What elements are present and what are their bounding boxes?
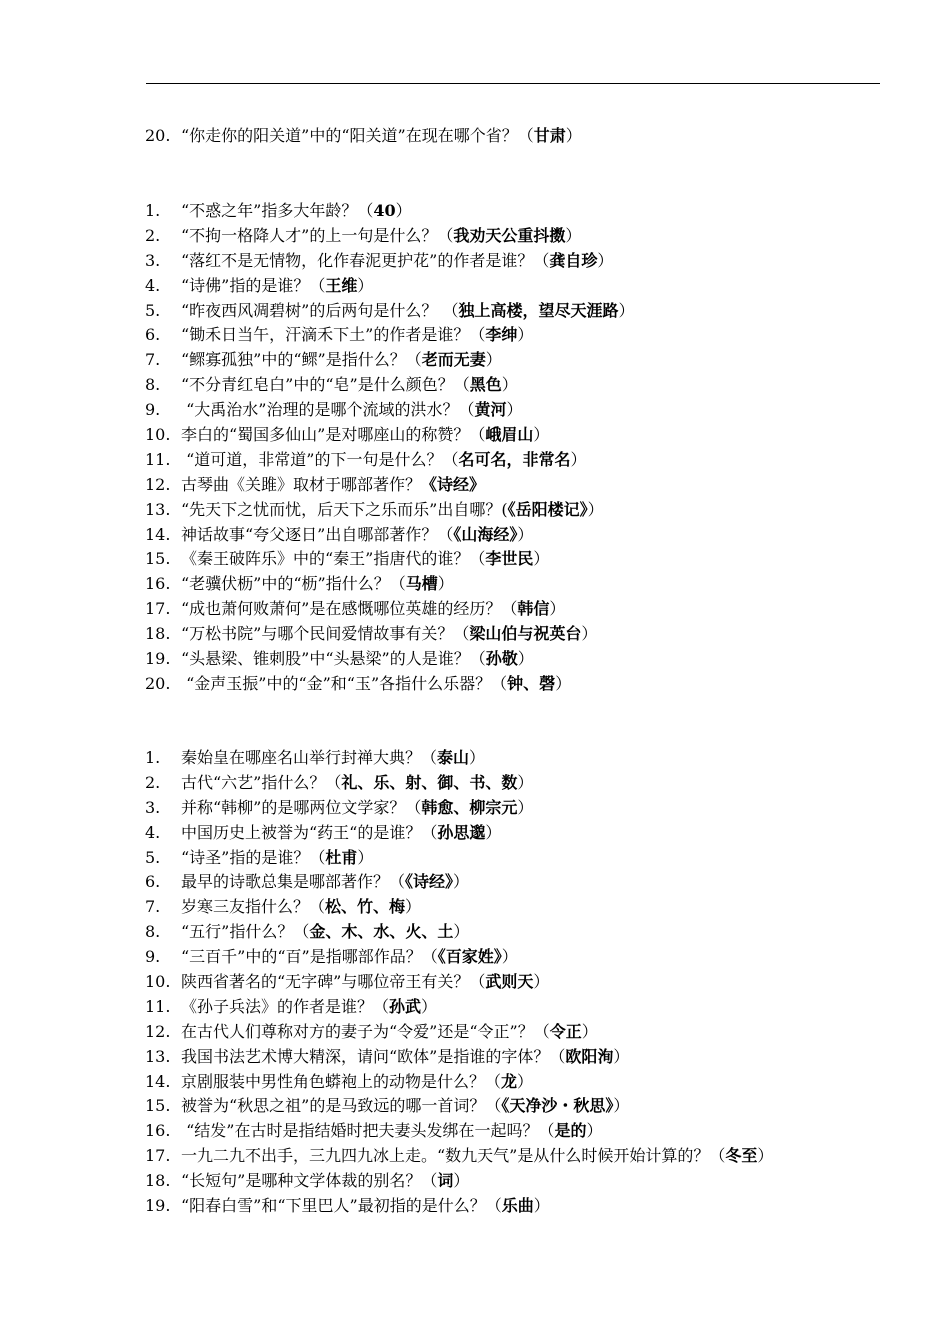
question-text: “结发”在古时是指结婚时把夫妻头发绑在一起吗？（ — [181, 1121, 555, 1141]
answer-text: 梁山伯与祝英台 — [469, 624, 582, 644]
answer-text: 杜甫 — [325, 847, 358, 867]
answer-text: 我劝天公重抖擞 — [453, 225, 566, 245]
answer-text: 马槽 — [405, 574, 438, 594]
answer-text: 甘肃 — [533, 126, 566, 145]
question-number: 1. — [145, 201, 161, 220]
question-item — [145, 274, 634, 299]
closing-paren: ） — [395, 201, 412, 220]
closing-paren: ） — [453, 922, 470, 942]
question-item — [145, 1119, 773, 1144]
question-item — [145, 622, 634, 647]
answer-text: 礼、乐、射、御、书、数 — [341, 772, 518, 792]
question-text: 被誉为“秋思之祖”的是马致远的哪一首词？（ — [181, 1096, 502, 1116]
answer-text: 独上高楼，望尽天涯路 — [458, 300, 619, 320]
question-number: 5. — [145, 847, 161, 867]
question-number: 3. — [145, 250, 161, 270]
question-number: 8. — [145, 922, 161, 942]
question-item — [145, 199, 634, 224]
question-item — [145, 846, 773, 871]
answer-text: 名可名，非常名 — [458, 449, 571, 469]
answer-text: 钟、磬 — [507, 673, 556, 693]
top-question-block — [145, 124, 582, 149]
answer-text: 李世民 — [485, 549, 534, 569]
question-item — [145, 323, 634, 348]
header-rule — [146, 83, 880, 84]
question-item — [145, 647, 634, 672]
question-number: 4. — [145, 822, 161, 842]
answer-text: 泰山 — [437, 748, 470, 767]
closing-paren: ） — [533, 972, 550, 992]
question-number: 16. — [145, 574, 171, 594]
question-number: 6. — [145, 325, 161, 345]
answer-text: 《百家姓》 — [437, 947, 502, 967]
answer-text: 孙武 — [389, 996, 422, 1016]
question-text: 最早的诗歌总集是哪部著作？（ — [181, 872, 406, 892]
question-item — [145, 970, 773, 995]
question-text: 中国历史上被誉为“药王“的是谁？（ — [181, 822, 438, 842]
question-text: “不惑之年”指多大年龄？（ — [181, 201, 374, 220]
question-number: 7. — [145, 897, 161, 917]
closing-paren: ） — [587, 499, 604, 519]
question-item — [145, 1169, 773, 1194]
question-text: 京剧服装中男性角色蟒袍上的动物是什么？（ — [181, 1071, 502, 1091]
question-item — [145, 597, 634, 622]
question-text: 《孙子兵法》的作者是谁？（ — [181, 996, 390, 1016]
question-number: 9. — [145, 947, 161, 967]
question-text: 神话故事“夸父逐日”出自哪部著作？（ — [181, 524, 454, 544]
question-text: “鳏寡孤独”中的“鳏”是指什么？（ — [181, 350, 422, 370]
closing-paren: ） — [485, 822, 502, 842]
closing-paren: ） — [357, 275, 374, 295]
question-number: 2. — [145, 225, 161, 245]
answer-text: 老而无妻 — [421, 350, 486, 370]
answer-text: 金、木、水、火、土 — [309, 922, 454, 942]
question-number: 13. — [145, 499, 171, 519]
question-section-1 — [145, 199, 634, 697]
question-number: 1. — [145, 748, 161, 767]
question-item — [145, 771, 773, 796]
question-item — [145, 1144, 773, 1169]
question-item — [145, 895, 773, 920]
question-text: 古代“六艺”指什么？（ — [181, 772, 342, 792]
answer-text: 孙敬 — [485, 649, 518, 669]
closing-paren: ） — [469, 748, 486, 767]
closing-paren: ） — [581, 624, 598, 644]
question-text: “锄禾日当午，汗滴禾下土”的作者是谁？（ — [181, 325, 486, 345]
answer-text: 韩愈、柳宗元 — [421, 797, 518, 817]
question-number: 15. — [145, 1096, 171, 1116]
question-item — [145, 995, 773, 1020]
closing-paren: ） — [533, 425, 550, 445]
question-text: “昨夜西风凋碧树”的后两句是什么？ （ — [181, 300, 459, 320]
question-item — [145, 572, 634, 597]
closing-paren: ） — [517, 325, 534, 345]
question-item — [145, 448, 634, 473]
answer-text: 词 — [437, 1171, 454, 1191]
question-item — [145, 1070, 773, 1095]
question-text: “道可道，非常道”的下一句是什么？（ — [181, 449, 459, 469]
question-number: 18. — [145, 1171, 171, 1191]
closing-paren: ） — [533, 1196, 550, 1216]
question-number: 10. — [145, 972, 171, 992]
question-number: 15. — [145, 549, 171, 569]
question-item — [145, 672, 634, 697]
question-item — [145, 523, 634, 548]
closing-paren: ） — [565, 126, 582, 145]
closing-paren: ） — [565, 225, 582, 245]
question-text: “老骥伏枥”中的“枥”指什么？（ — [181, 574, 406, 594]
question-item — [145, 124, 582, 149]
question-text: “万松书院”与哪个民间爱情故事有关？（ — [181, 624, 470, 644]
question-number: 17. — [145, 1146, 171, 1166]
question-text: “诗圣”指的是谁？（ — [181, 847, 326, 867]
question-number: 14. — [145, 1071, 171, 1091]
question-number: 9. — [145, 400, 161, 420]
closing-paren: ） — [757, 1146, 774, 1166]
question-number: 13. — [145, 1046, 171, 1066]
question-text: “长短句”是哪种文学体裁的别名？（ — [181, 1171, 438, 1191]
question-text: “五行”指什么？（ — [181, 922, 310, 942]
question-item — [145, 348, 634, 373]
question-item — [145, 547, 634, 572]
question-item — [145, 1045, 773, 1070]
question-number: 19. — [145, 649, 171, 669]
answer-text: 李绅 — [485, 325, 518, 345]
question-item — [145, 498, 634, 523]
question-number: 5. — [145, 300, 161, 320]
closing-paren: ） — [618, 300, 635, 320]
question-text: 李白的“蜀国多仙山”是对哪座山的称赞？（ — [181, 425, 486, 445]
closing-paren: ） — [613, 1096, 630, 1116]
closing-paren: ） — [533, 549, 550, 569]
answer-text: 黄河 — [474, 400, 507, 420]
question-number: 4. — [145, 275, 161, 295]
question-number: 20. — [145, 126, 171, 145]
answer-text: 孙思邈 — [437, 822, 486, 842]
closing-paren: ） — [501, 375, 518, 395]
question-number: 6. — [145, 872, 161, 892]
question-text: “头悬梁、锥刺股”中“头悬梁”的人是谁？（ — [181, 649, 486, 669]
closing-paren: ） — [517, 1071, 534, 1091]
question-text: “大禹治水”治理的是哪个流域的洪水？（ — [181, 400, 475, 420]
question-text: 岁寒三友指什么？（ — [181, 897, 326, 917]
question-item — [145, 945, 773, 970]
answer-text: 令正 — [549, 1021, 582, 1041]
question-number: 11. — [145, 449, 171, 469]
question-text: “你走你的阳关道”中的“阳关道”在现在哪个省？（ — [181, 126, 534, 145]
answer-text: 黑色 — [469, 375, 502, 395]
question-text: 在古代人们尊称对方的妻子为“令爱”还是“令正”？（ — [181, 1021, 550, 1041]
question-text: 《秦王破阵乐》中的“秦王”指唐代的谁？（ — [181, 549, 486, 569]
question-item — [145, 423, 634, 448]
question-number: 16. — [145, 1121, 171, 1141]
answer-text: 王维 — [325, 275, 358, 295]
question-text: “先天下之忧而忧，后天下之乐而乐”出自哪？( — [181, 499, 508, 519]
question-item — [145, 473, 634, 498]
question-item — [145, 1020, 773, 1045]
question-item — [145, 398, 634, 423]
closing-paren: ） — [485, 350, 502, 370]
question-item — [145, 373, 634, 398]
question-number: 14. — [145, 524, 171, 544]
closing-paren: ） — [357, 847, 374, 867]
answer-text: 乐曲 — [501, 1196, 534, 1216]
question-text: “诗佛”指的是谁？（ — [181, 275, 326, 295]
question-text: “成也萧何败萧何”是在感慨哪位英雄的经历？（ — [181, 599, 518, 619]
answer-text: 松、竹、梅 — [325, 897, 406, 917]
question-number: 10. — [145, 425, 171, 445]
closing-paren: ） — [501, 947, 518, 967]
answer-text: 《山海经》 — [453, 524, 518, 544]
answer-text: 是的 — [554, 1121, 587, 1141]
answer-text: 《诗经》 — [421, 474, 486, 494]
question-text: “不拘一格降人才”的上一句是什么？（ — [181, 225, 454, 245]
question-item — [145, 821, 773, 846]
closing-paren: ） — [549, 599, 566, 619]
closing-paren: ） — [597, 250, 614, 270]
answer-text: 韩信 — [517, 599, 550, 619]
closing-paren: ） — [405, 897, 422, 917]
question-number: 19. — [145, 1196, 171, 1216]
question-number: 11. — [145, 996, 171, 1016]
question-number: 12. — [145, 474, 171, 494]
closing-paren: ） — [453, 872, 470, 892]
question-section-2 — [145, 746, 773, 1219]
answer-text: 龙 — [501, 1071, 518, 1091]
question-item — [145, 870, 773, 895]
question-item — [145, 249, 634, 274]
answer-text: 武则天 — [485, 972, 534, 992]
closing-paren: ） — [517, 772, 534, 792]
closing-paren: ） — [421, 996, 438, 1016]
answer-text: 龚自珍 — [549, 250, 598, 270]
question-number: 20. — [145, 673, 171, 693]
question-text: “阳春白雪”和“下里巴人”最初指的是什么？（ — [181, 1196, 502, 1216]
question-number: 2. — [145, 772, 161, 792]
answer-text: 峨眉山 — [485, 425, 534, 445]
closing-paren: ） — [570, 449, 587, 469]
question-number: 8. — [145, 375, 161, 395]
closing-paren: ） — [506, 400, 523, 420]
answer-text: 《天净沙・秋思》 — [501, 1096, 614, 1116]
question-text: 陕西省著名的“无字碑”与哪位帝王有关？（ — [181, 972, 486, 992]
question-item — [145, 1194, 773, 1219]
answer-text: 冬至 — [725, 1146, 758, 1166]
question-number: 18. — [145, 624, 171, 644]
question-number: 12. — [145, 1021, 171, 1041]
closing-paren: ） — [517, 797, 534, 817]
closing-paren: ） — [581, 1021, 598, 1041]
question-item — [145, 746, 773, 771]
question-text: “三百千”中的“百”是指哪部作品？（ — [181, 947, 438, 967]
closing-paren: ） — [517, 524, 534, 544]
question-text: “金声玉振”中的“金”和“玉”各指什么乐器？（ — [181, 673, 508, 693]
closing-paren: ） — [453, 1171, 470, 1191]
question-number: 7. — [145, 350, 161, 370]
question-number: 17. — [145, 599, 171, 619]
closing-paren: ） — [437, 574, 454, 594]
closing-paren: ） — [517, 649, 534, 669]
closing-paren: ） — [555, 673, 572, 693]
closing-paren: ） — [586, 1121, 603, 1141]
question-text: 并称“韩柳”的是哪两位文学家？（ — [181, 797, 422, 817]
question-text: “落红不是无情物，化作春泥更护花”的作者是谁？（ — [181, 250, 550, 270]
question-item — [145, 920, 773, 945]
question-number: 3. — [145, 797, 161, 817]
question-text: 我国书法艺术博大精深，请问“欧体”是指谁的字体？（ — [181, 1046, 566, 1066]
answer-text: 欧阳洵 — [565, 1046, 614, 1066]
closing-paren: ） — [613, 1046, 630, 1066]
question-item — [145, 224, 634, 249]
question-text: 秦始皇在哪座名山举行封禅大典？（ — [181, 748, 438, 767]
question-text: 古琴曲《关雎》取材于哪部著作？ — [181, 474, 422, 494]
answer-text: 《诗经》 — [405, 872, 454, 892]
question-item — [145, 796, 773, 821]
answer-text: 《岳阳楼记》 — [507, 499, 588, 519]
question-text: 一九二九不出手，三九四九冰上走。“数九天气”是从什么时候开始计算的？（ — [181, 1146, 726, 1166]
question-item — [145, 299, 634, 324]
question-text: “不分青红皂白”中的“皂”是什么颜色？（ — [181, 375, 470, 395]
answer-text: 40 — [373, 201, 396, 220]
question-item — [145, 1094, 773, 1119]
